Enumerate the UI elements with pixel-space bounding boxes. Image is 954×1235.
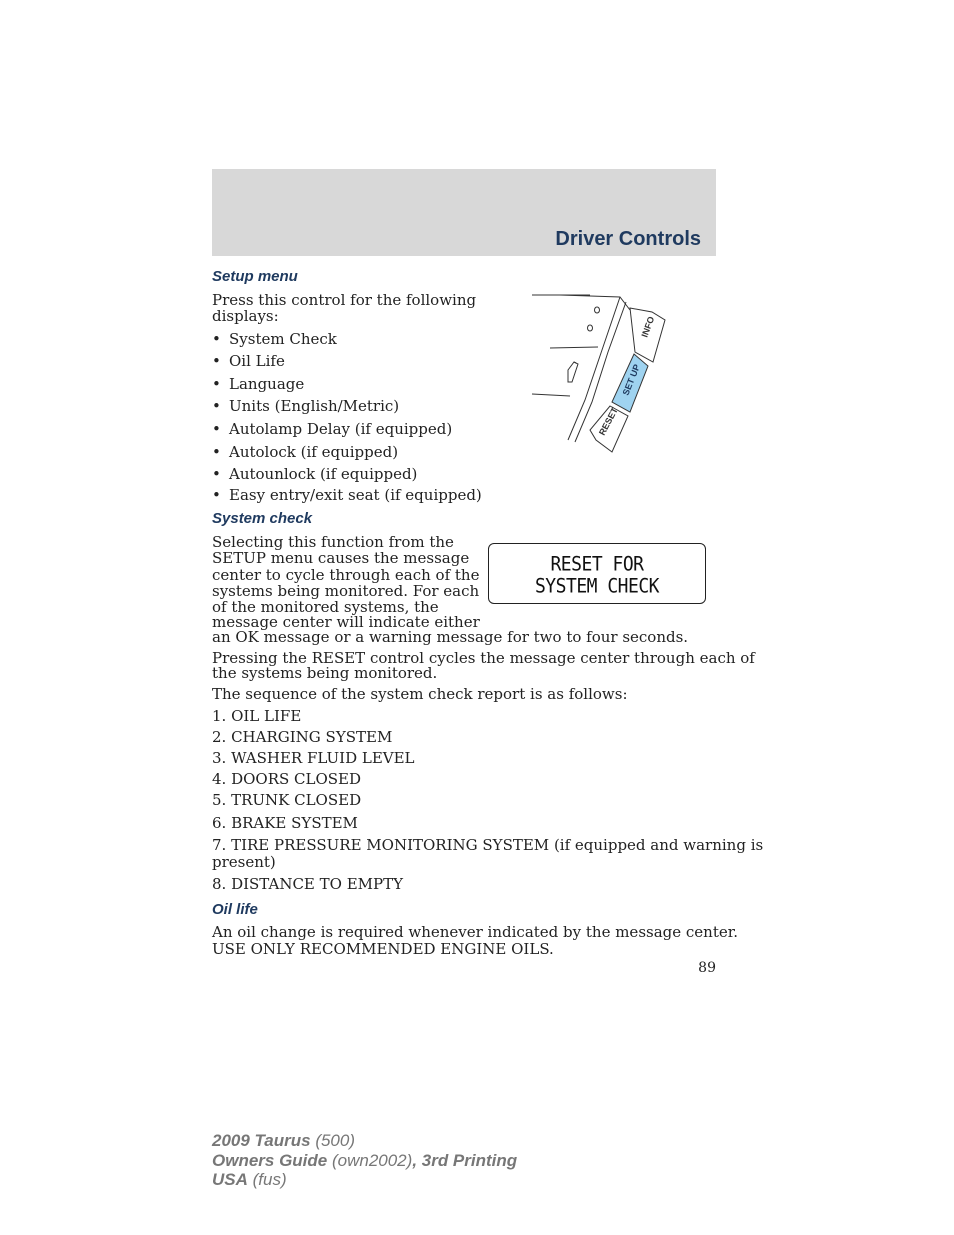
message-center-display xyxy=(488,543,706,604)
system-check-para-line: center to cycle through each of the xyxy=(212,566,480,584)
header-band xyxy=(212,169,716,256)
reset-button-label: RESET xyxy=(596,405,620,437)
system-check-para-line: Selecting this function from the xyxy=(212,533,454,551)
list-item: • Autounlock (if equipped) xyxy=(212,465,418,483)
footer-region: USA (fus) xyxy=(212,1170,287,1189)
sequence-item-continuation: present) xyxy=(212,853,276,871)
system-check-para-line: of the monitored systems, the xyxy=(212,598,439,616)
oil-life-heading: Oil life xyxy=(212,901,258,918)
list-item: • Language xyxy=(212,375,305,393)
list-item: • System Check xyxy=(212,330,337,348)
sequence-item: 7. TIRE PRESSURE MONITORING SYSTEM (if equipped and warning is xyxy=(212,836,764,854)
section-title: Driver Controls xyxy=(555,228,701,250)
list-item: • Units (English/Metric) xyxy=(212,397,400,415)
reset-paragraph-line-2: the systems being monitored. xyxy=(212,664,438,682)
sequence-item: 1. OIL LIFE xyxy=(212,707,302,725)
setup-menu-heading: Setup menu xyxy=(212,268,298,285)
sequence-item: 6. BRAKE SYSTEM xyxy=(212,814,358,832)
display-line-1: RESET FOR xyxy=(550,552,644,577)
setup-button-label: SET UP xyxy=(620,362,643,397)
list-item: • Autolamp Delay (if equipped) xyxy=(212,420,453,438)
system-check-para-line: message center will indicate either xyxy=(212,613,480,631)
oil-life-line-2: USE ONLY RECOMMENDED ENGINE OILS. xyxy=(212,940,554,958)
list-item: • Easy entry/exit seat (if equipped) xyxy=(212,486,482,504)
display-line-2: SYSTEM CHECK xyxy=(534,574,660,599)
sequence-intro: The sequence of the system check report is as follows: xyxy=(212,685,628,703)
sequence-item: 2. CHARGING SYSTEM xyxy=(212,728,393,746)
system-check-heading: System check xyxy=(212,510,313,527)
sequence-item: 3. WASHER FLUID LEVEL xyxy=(212,749,415,767)
sequence-item: 8. DISTANCE TO EMPTY xyxy=(212,875,404,893)
system-check-para-line: systems being monitored. For each xyxy=(212,582,480,600)
setup-control-illustration xyxy=(530,290,670,460)
footer-guide: Owners Guide (own2002), 3rd Printing xyxy=(212,1151,518,1170)
sequence-item: 5. TRUNK CLOSED xyxy=(212,791,362,809)
page-number: 89 xyxy=(698,960,716,976)
list-item: • Autolock (if equipped) xyxy=(212,443,399,461)
info-button-label: INFO xyxy=(639,315,657,339)
system-check-para-line: SETUP menu causes the message xyxy=(212,549,470,567)
system-check-para-line: an OK message or a warning message for two to four seconds. xyxy=(212,628,689,646)
list-item: • Oil Life xyxy=(212,352,285,370)
sequence-item: 4. DOORS CLOSED xyxy=(212,770,362,788)
footer-model: 2009 Taurus (500) xyxy=(212,1131,356,1150)
reset-paragraph-line-1: Pressing the RESET control cycles the message center through each of xyxy=(212,649,755,667)
oil-life-line-1: An oil change is required whenever indicated by the message center. xyxy=(212,923,739,941)
setup-intro-line-2: displays: xyxy=(212,307,279,325)
setup-intro-line-1: Press this control for the following xyxy=(212,291,477,309)
